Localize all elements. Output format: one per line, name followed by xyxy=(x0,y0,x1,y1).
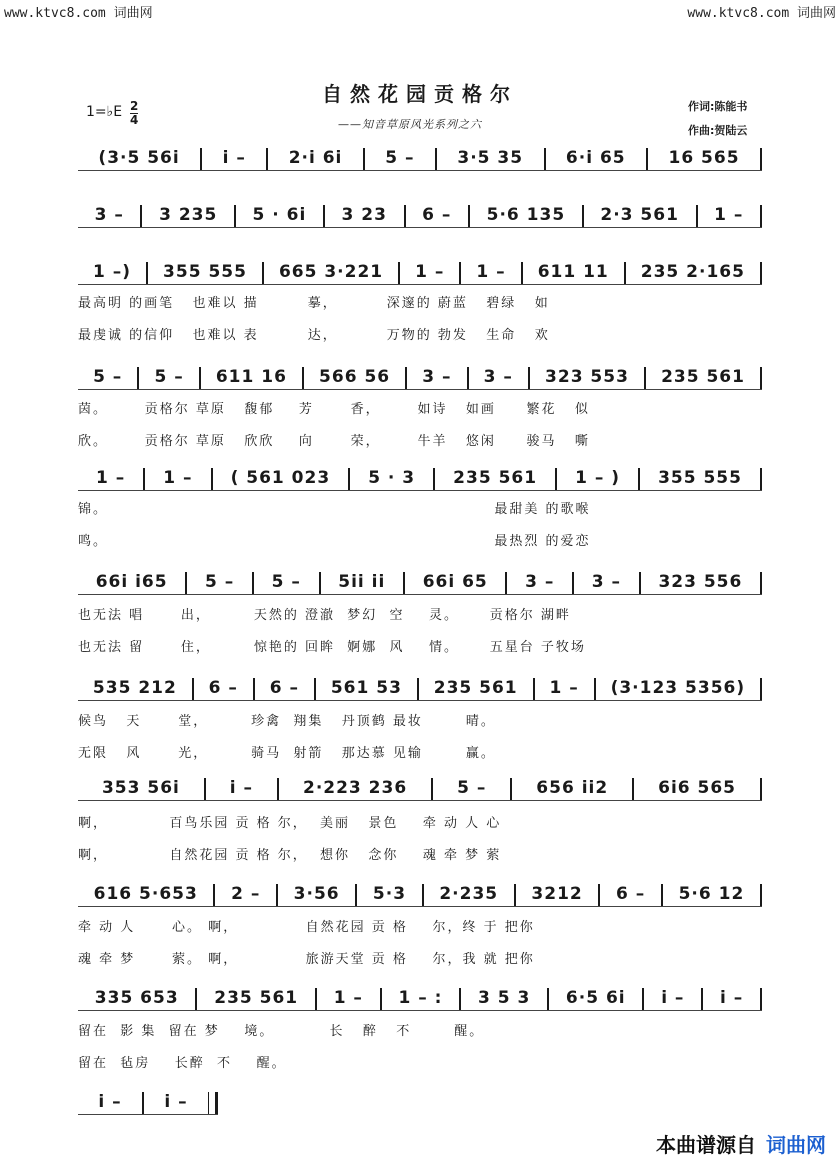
source-logo-left: 本曲谱源自 xyxy=(656,1133,756,1157)
meter-top: 2 xyxy=(130,99,139,113)
measure: 2·3 561 xyxy=(600,205,679,225)
measure: 6·5 6i xyxy=(565,988,626,1008)
notation-row xyxy=(78,148,762,178)
measure: (3·123 5356) xyxy=(610,678,746,698)
song-title: 自然花园贡格尔 xyxy=(322,82,518,106)
barline xyxy=(760,572,762,594)
notation-row xyxy=(78,884,762,914)
measure: 235 2·165 xyxy=(640,262,745,282)
measure: 3 – xyxy=(591,572,622,592)
barline xyxy=(760,884,762,906)
notation-measures xyxy=(78,778,762,808)
measure: 66i i65 xyxy=(95,572,168,592)
barline xyxy=(760,678,762,700)
lyric-line: 茵。 贡格尔 草原 馥郁 芳 香， 如诗 如画 繁花 似 xyxy=(78,402,590,417)
notation-row xyxy=(78,205,762,235)
measure: 235 561 xyxy=(661,367,745,387)
measure: 2·235 xyxy=(439,884,499,904)
measure: i – xyxy=(98,1092,122,1112)
measure: 5 · 3 xyxy=(368,468,416,488)
notation-measures xyxy=(78,1092,218,1122)
beam-underline xyxy=(78,800,762,803)
meter-bottom: 4 xyxy=(130,113,139,127)
measure: 6i6 565 xyxy=(658,778,737,798)
notation-measures xyxy=(78,468,762,498)
measure: 3212 xyxy=(531,884,583,904)
beam-underline xyxy=(78,700,762,703)
measure: 353 56i xyxy=(101,778,180,798)
measure: 6·i 65 xyxy=(565,148,626,168)
measure: 1 – xyxy=(476,262,506,282)
composer-credit: 作曲:贺陆云 xyxy=(688,124,748,137)
measure: 16 565 xyxy=(668,148,740,168)
measure: 235 561 xyxy=(433,678,518,698)
measure: 1 – xyxy=(549,678,579,698)
measure: 5·6 135 xyxy=(486,205,566,225)
key-signature: 1=♭E xyxy=(86,104,123,120)
beam-underline xyxy=(78,1114,218,1117)
notation-measures xyxy=(78,148,762,178)
barline xyxy=(760,367,762,389)
measure: 5 – xyxy=(457,778,487,798)
measure: 6 – xyxy=(269,678,299,698)
notation-measures xyxy=(78,572,762,602)
lyric-line: 也无法 唱 出， 天然的 澄澈 梦幻 空 灵。 贡格尔 湖畔 xyxy=(78,608,571,623)
time-signature xyxy=(130,100,138,127)
beam-underline xyxy=(78,227,762,230)
barline xyxy=(760,205,762,227)
measure: 566 56 xyxy=(319,367,391,387)
measure: 6 – xyxy=(208,678,238,698)
lyric-line: 鸣。 最热烈 的爱恋 xyxy=(78,534,591,549)
measure: 355 555 xyxy=(658,468,742,488)
measure: 5 – xyxy=(204,572,235,592)
watermark-left: www.ktvc8.com 词曲网 xyxy=(4,6,153,21)
measure: 5 · 6i xyxy=(252,205,307,225)
measure: 3 235 xyxy=(159,205,218,225)
measure: 561 53 xyxy=(330,678,402,698)
notation-measures xyxy=(78,262,762,292)
measure: 3 – xyxy=(94,205,124,225)
measure: 535 212 xyxy=(92,678,177,698)
measure: 235 561 xyxy=(453,468,538,488)
lyric-line: 啊， 自然花园 贡 格 尔， 想你 念你 魂 牵 梦 萦 xyxy=(78,848,502,863)
lyric-line: 无限 风 光， 骑马 射箭 那达慕 见输 赢。 xyxy=(78,746,496,761)
measure: (3·5 56i xyxy=(98,148,180,168)
measure: 323 553 xyxy=(545,367,629,387)
measure: 1 – xyxy=(333,988,363,1008)
measure: 611 11 xyxy=(537,262,609,282)
notation-measures xyxy=(78,988,762,1018)
measure: 3 – xyxy=(525,572,555,592)
lyric-line: 最虔诚 的信仰 也难以 表 达， 万物的 勃发 生命 欢 xyxy=(78,328,550,343)
measure: 235 561 xyxy=(214,988,299,1008)
lyric-line: 啊， 百鸟乐园 贡 格 尔， 美丽 景色 牵 动 人 心 xyxy=(78,816,502,831)
measure: 616 5·653 xyxy=(93,884,198,904)
notation-measures xyxy=(78,884,762,914)
measure: 5·3 xyxy=(372,884,407,904)
lyric-line: 欣。 贡格尔 草原 欣欣 向 荣， 牛羊 悠闲 骏马 嘶 xyxy=(78,434,590,449)
measure: 3 – xyxy=(422,367,452,387)
measure: 5 – xyxy=(154,367,184,387)
measure: i – xyxy=(222,148,246,168)
beam-underline xyxy=(78,906,762,909)
measure: 1 – xyxy=(415,262,445,282)
lyric-line: 魂 牵 梦 萦。 啊， 旅游天堂 贡 格 尔，我 就 把你 xyxy=(78,952,535,967)
notation-measures xyxy=(78,678,762,708)
lyric-line: 也无法 留 住， 惊艳的 回眸 婀娜 风 情。 五星台 子牧场 xyxy=(78,640,586,655)
lyric-line: 候鸟 天 堂， 珍禽 翔集 丹顶鹤 最妆 晴。 xyxy=(78,714,496,729)
measure: ( 561 023 xyxy=(230,468,331,488)
source-logo-right: 词曲网 xyxy=(766,1133,826,1157)
barline xyxy=(760,262,762,284)
lyricist-credit: 作词:陈能书 xyxy=(688,100,748,113)
measure: 1 – xyxy=(96,468,126,488)
notation-row xyxy=(78,262,762,292)
beam-underline xyxy=(78,284,762,287)
lyric-line: 牵 动 人 心。 啊， 自然花园 贡 格 尔，终 于 把你 xyxy=(78,920,535,935)
barline xyxy=(760,468,762,490)
beam-underline xyxy=(78,490,762,493)
notation-row xyxy=(78,778,762,808)
measure: i – xyxy=(720,988,744,1008)
barline xyxy=(760,988,762,1010)
song-subtitle: ——知音草原风光系列之六 xyxy=(338,118,482,131)
measure: 2·i 6i xyxy=(288,148,343,168)
measure: 3 – xyxy=(483,367,513,387)
notation-row xyxy=(78,468,762,498)
notation-row xyxy=(78,572,762,602)
measure: 665 3·221 xyxy=(278,262,384,282)
measure: 2 – xyxy=(231,884,261,904)
measure: 5 – xyxy=(385,148,415,168)
notation-row xyxy=(78,988,762,1018)
lyric-line: 留在 毡房 长醉 不 醒。 xyxy=(78,1056,287,1071)
barline xyxy=(208,1092,218,1114)
notation-measures xyxy=(78,205,762,235)
measure: 3·5 35 xyxy=(457,148,524,168)
measure: 1 – xyxy=(714,205,744,225)
barline xyxy=(760,778,762,800)
measure: 2·223 236 xyxy=(302,778,408,798)
measure: 6 – xyxy=(616,884,646,904)
measure: 1 – ) xyxy=(575,468,621,488)
beam-underline xyxy=(78,594,762,597)
measure: 3·56 xyxy=(293,884,340,904)
measure: 3 23 xyxy=(341,205,387,225)
measure: 66i 65 xyxy=(422,572,488,592)
lyric-line: 最高明 的画笔 也难以 描 摹， 深邃的 蔚蓝 碧绿 如 xyxy=(78,296,550,311)
beam-underline xyxy=(78,1010,762,1013)
measure: 6 – xyxy=(422,205,452,225)
notation-row xyxy=(78,1092,218,1122)
measure: 355 555 xyxy=(163,262,247,282)
measure: i – xyxy=(164,1092,188,1112)
beam-underline xyxy=(78,170,762,173)
notation-row xyxy=(78,678,762,708)
watermark-right: www.ktvc8.com 词曲网 xyxy=(687,6,836,21)
beam-underline xyxy=(78,389,762,392)
notation-measures xyxy=(78,367,762,397)
measure: 5ii ii xyxy=(338,572,386,592)
measure: 335 653 xyxy=(94,988,179,1008)
measure: 1 – xyxy=(163,468,193,488)
measure: 3 5 3 xyxy=(478,988,531,1008)
measure: 1 –) xyxy=(93,262,132,282)
measure: 5·6 12 xyxy=(678,884,745,904)
measure: 5 – xyxy=(271,572,301,592)
barline xyxy=(760,148,762,170)
source-logo xyxy=(656,1129,826,1158)
measure: 323 556 xyxy=(658,572,743,592)
lyric-line: 留在 影 集 留在 梦 境。 长 醉 不 醒。 xyxy=(78,1024,485,1039)
measure: 611 16 xyxy=(215,367,287,387)
notation-row xyxy=(78,367,762,397)
measure: 656 ii2 xyxy=(536,778,609,798)
measure: 1 – : xyxy=(398,988,443,1008)
lyric-line: 锦。 最甜美 的歌喉 xyxy=(78,502,591,517)
measure: i – xyxy=(661,988,685,1008)
measure: i – xyxy=(229,778,254,798)
measure: 5 – xyxy=(93,367,123,387)
